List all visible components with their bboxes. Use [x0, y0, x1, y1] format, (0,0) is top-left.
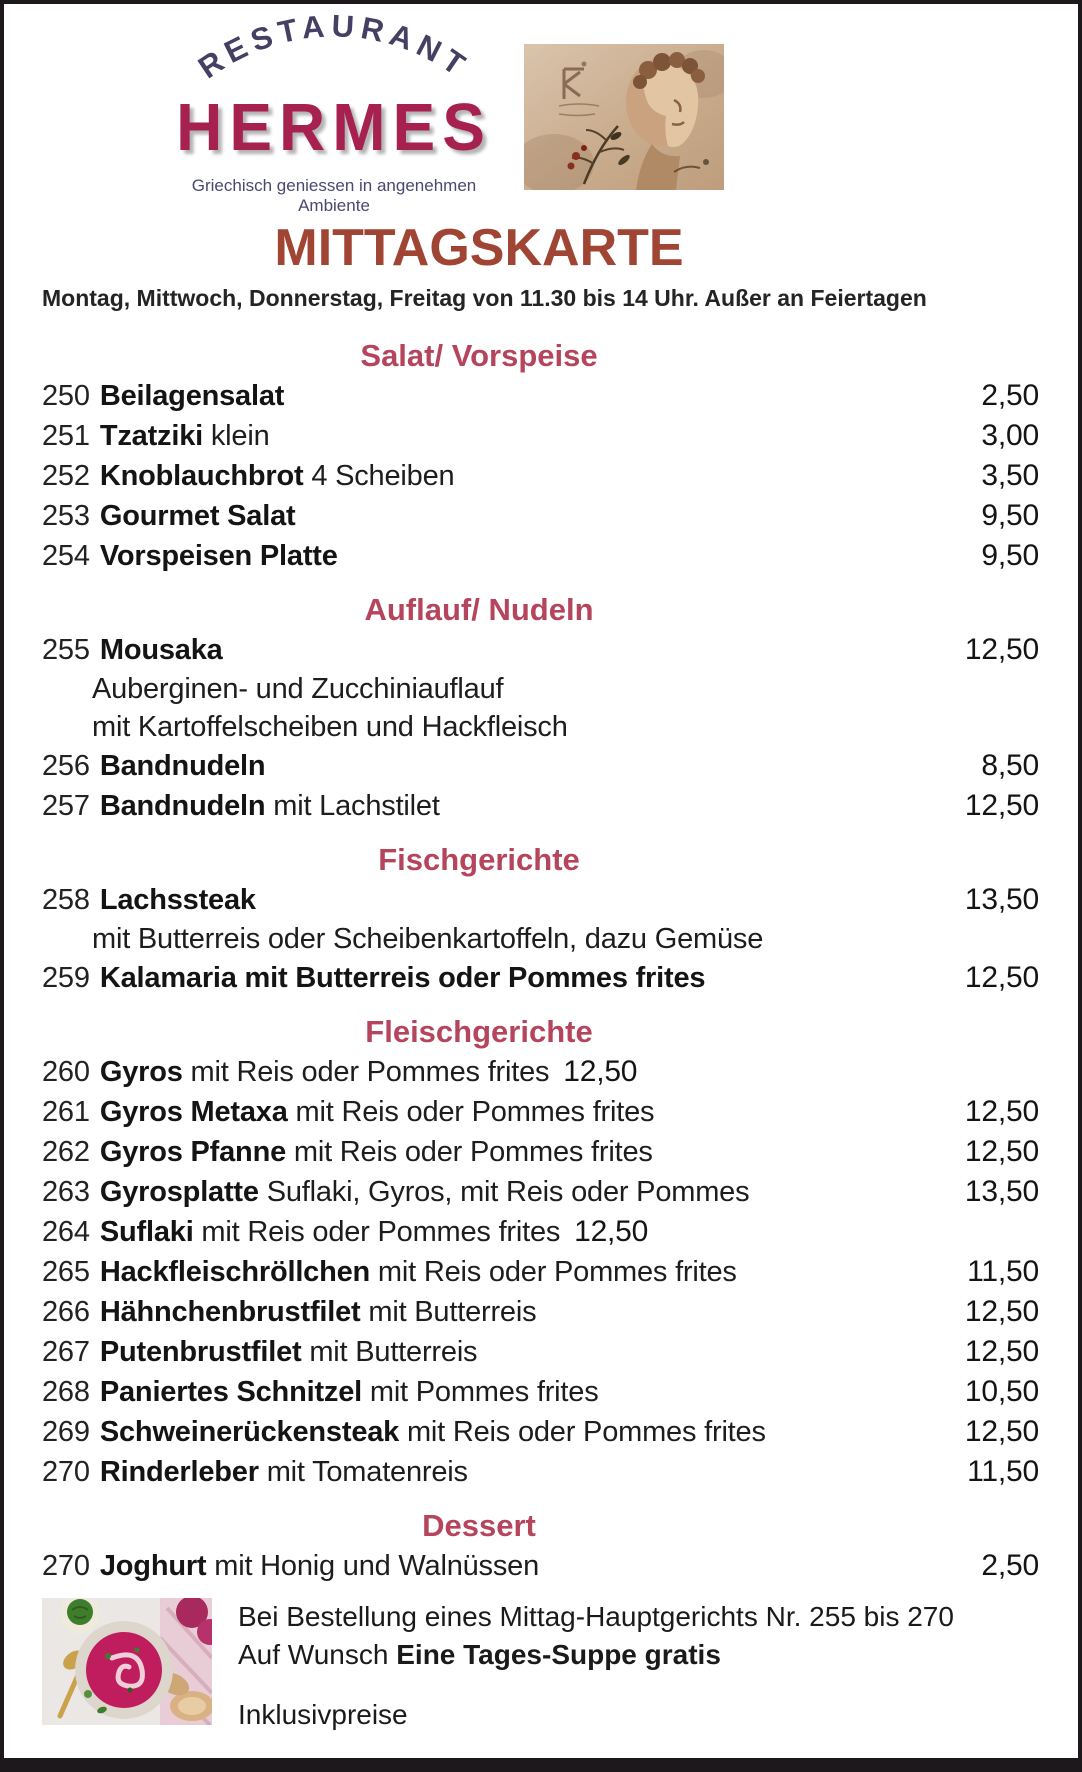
item-price: 12,50 [574, 1215, 649, 1248]
item-name: Vorspeisen Platte [99, 540, 338, 572]
item-name: Beilagensalat [99, 380, 285, 412]
footer-line3: Inklusivpreise [238, 1699, 408, 1730]
item-name: Gourmet Salat [99, 500, 296, 532]
item-price: 3,00 [981, 419, 1039, 452]
item-name: Kalamaria mit Butterreis oder Pommes frites [99, 962, 706, 994]
item-number: 257 [42, 790, 90, 822]
item-price: 13,50 [964, 1175, 1039, 1208]
header [4, 4, 1078, 215]
menu-item [42, 1172, 1039, 1212]
opening-hours: Montag, Mittwoch, Donnerstag, Freitag von 11.30 bis 14 Uhr. Außer an Feiertagen [42, 285, 927, 311]
item-desc: mit Reis oder Pommes frites [293, 1136, 653, 1168]
menu-item [42, 1546, 1039, 1586]
item-number: 259 [42, 962, 90, 994]
item-price: 2,50 [981, 379, 1039, 412]
item-name: Gyros Metaxa [99, 1096, 288, 1128]
section-heading-dessert: Dessert [422, 1508, 536, 1543]
item-desc: mit Pommes frites [369, 1376, 599, 1408]
section-heading-salat: Salat/ Vorspeise [360, 338, 598, 373]
menu-item [42, 496, 1039, 536]
item-desc: mit Tomatenreis [266, 1456, 468, 1488]
item-number: 269 [42, 1416, 90, 1448]
menu-item [42, 746, 1039, 786]
item-name: Bandnudeln [99, 790, 266, 822]
item-price: 9,50 [981, 539, 1039, 572]
item-name: Putenbrustfilet [99, 1336, 302, 1368]
item-desc: mit Reis oder Pommes frites [406, 1416, 766, 1448]
item-price: 12,50 [964, 1335, 1039, 1368]
item-desc: mit Butterreis [368, 1296, 537, 1328]
item-number: 267 [42, 1336, 90, 1368]
item-price: 13,50 [964, 883, 1039, 916]
item-name: Suflaki [99, 1216, 194, 1248]
menu-item [42, 1212, 1039, 1252]
item-number: 268 [42, 1376, 90, 1408]
item-name: Gyrosplatte [99, 1176, 259, 1208]
footer [4, 1598, 1078, 1734]
item-desc: mit Reis oder Pommes frites [377, 1256, 737, 1288]
item-price: 8,50 [981, 749, 1039, 782]
menu-item [42, 1332, 1039, 1372]
soup-photo [42, 1598, 212, 1725]
footer-line2: Auf Wunsch Eine Tages-Suppe gratis [238, 1639, 721, 1670]
menu-item [42, 1052, 1039, 1092]
section-heading-fisch: Fischgerichte [378, 842, 580, 877]
item-desc: mit Lachstilet [273, 790, 440, 822]
item-number: 252 [42, 460, 90, 492]
item-price: 12,50 [964, 1295, 1039, 1328]
menu-item [42, 1412, 1039, 1452]
item-name: Paniertes Schnitzel [99, 1376, 362, 1408]
item-name: Gyros [99, 1056, 183, 1088]
item-number: 258 [42, 884, 90, 916]
item-price: 12,50 [563, 1055, 638, 1088]
item-name: Rinderleber [99, 1456, 259, 1488]
item-desc: mit Reis oder Pommes frites [201, 1216, 561, 1248]
item-desc-line: mit Kartoffelscheiben und Hackfleisch [92, 711, 568, 743]
free-soup-offer: Eine Tages-Suppe gratis [396, 1639, 721, 1670]
menu-item [42, 630, 1039, 670]
section-heading-auflauf: Auflauf/ Nudeln [364, 592, 594, 627]
item-number: 262 [42, 1136, 90, 1168]
menu-item [42, 1372, 1039, 1412]
item-name: Lachssteak [99, 884, 256, 916]
item-price: 3,50 [981, 459, 1039, 492]
menu-item [42, 376, 1039, 416]
item-price: 12,50 [964, 961, 1039, 994]
item-price: 12,50 [964, 789, 1039, 822]
item-number: 266 [42, 1296, 90, 1328]
item-desc-line: Auberginen- und Zucchiniauflauf [92, 673, 504, 705]
item-name: Tzatziki [99, 420, 204, 452]
item-number: 255 [42, 634, 90, 666]
item-name: Schweinerückensteak [99, 1416, 400, 1448]
item-desc: mit Reis oder Pommes frites [295, 1096, 655, 1128]
menu-item [42, 958, 1039, 998]
menu-item [42, 536, 1039, 576]
item-price: 2,50 [981, 1549, 1039, 1582]
item-number: 264 [42, 1216, 90, 1248]
item-number: 256 [42, 750, 90, 782]
item-name: Hähnchenbrustfilet [99, 1296, 361, 1328]
item-number: 270 [42, 1550, 90, 1582]
item-name: Joghurt [99, 1550, 207, 1582]
item-desc: mit Honig und Walnüssen [214, 1550, 540, 1582]
item-price: 12,50 [964, 1135, 1039, 1168]
item-desc: Suflaki, Gyros, mit Reis oder Pommes [266, 1176, 750, 1208]
item-price: 11,50 [967, 1255, 1039, 1288]
brand-name: HERMES [176, 89, 492, 165]
menu-item [42, 456, 1039, 496]
item-desc-line: mit Butterreis oder Scheibenkartoffeln, dazu Gemüse [92, 923, 764, 955]
item-desc: mit Butterreis [309, 1336, 478, 1368]
svg-text:RESTAURANT: RESTAURANT [191, 12, 477, 86]
item-number: 263 [42, 1176, 90, 1208]
hermes-statue-artwork-image [524, 44, 724, 190]
item-price: 9,50 [981, 499, 1039, 532]
item-price: 12,50 [964, 1095, 1039, 1128]
item-number: 261 [42, 1096, 90, 1128]
item-desc: 4 Scheiben [311, 460, 455, 492]
item-number: 270 [42, 1456, 90, 1488]
item-name: Mousaka [99, 634, 223, 666]
menu-item [42, 880, 1039, 920]
page-title: MITTAGSKARTE [274, 219, 684, 277]
menu-item [42, 1092, 1039, 1132]
item-number: 265 [42, 1256, 90, 1288]
menu-item [42, 1292, 1039, 1332]
footer-line1: Bei Bestellung eines Mittag-Hauptgerichts Nr. 255 bis 270 [238, 1601, 954, 1632]
menu-item [42, 1452, 1039, 1492]
item-price: 12,50 [964, 633, 1039, 666]
item-number: 250 [42, 380, 90, 412]
item-number: 254 [42, 540, 90, 572]
brand-tagline: Griechisch geniessen in angenehmen Ambiente [191, 176, 477, 215]
item-price: 12,50 [964, 1415, 1039, 1448]
menu-item [42, 1252, 1039, 1292]
menu-item [42, 1132, 1039, 1172]
menu-item [42, 786, 1039, 826]
item-desc: mit Reis oder Pommes frites [190, 1056, 550, 1088]
item-name: Hackfleischröllchen [99, 1256, 371, 1288]
item-desc: klein [210, 420, 270, 452]
item-number: 253 [42, 500, 90, 532]
item-number: 260 [42, 1056, 90, 1088]
footer-note [238, 1598, 954, 1734]
item-name: Knoblauchbrot [99, 460, 304, 492]
section-heading-fleisch: Fleischgerichte [365, 1014, 593, 1049]
item-price: 11,50 [967, 1455, 1039, 1488]
menu-item [42, 416, 1039, 456]
item-name: Bandnudeln [99, 750, 266, 782]
item-name: Gyros Pfanne [99, 1136, 287, 1168]
item-price: 10,50 [964, 1375, 1039, 1408]
item-number: 251 [42, 420, 90, 452]
